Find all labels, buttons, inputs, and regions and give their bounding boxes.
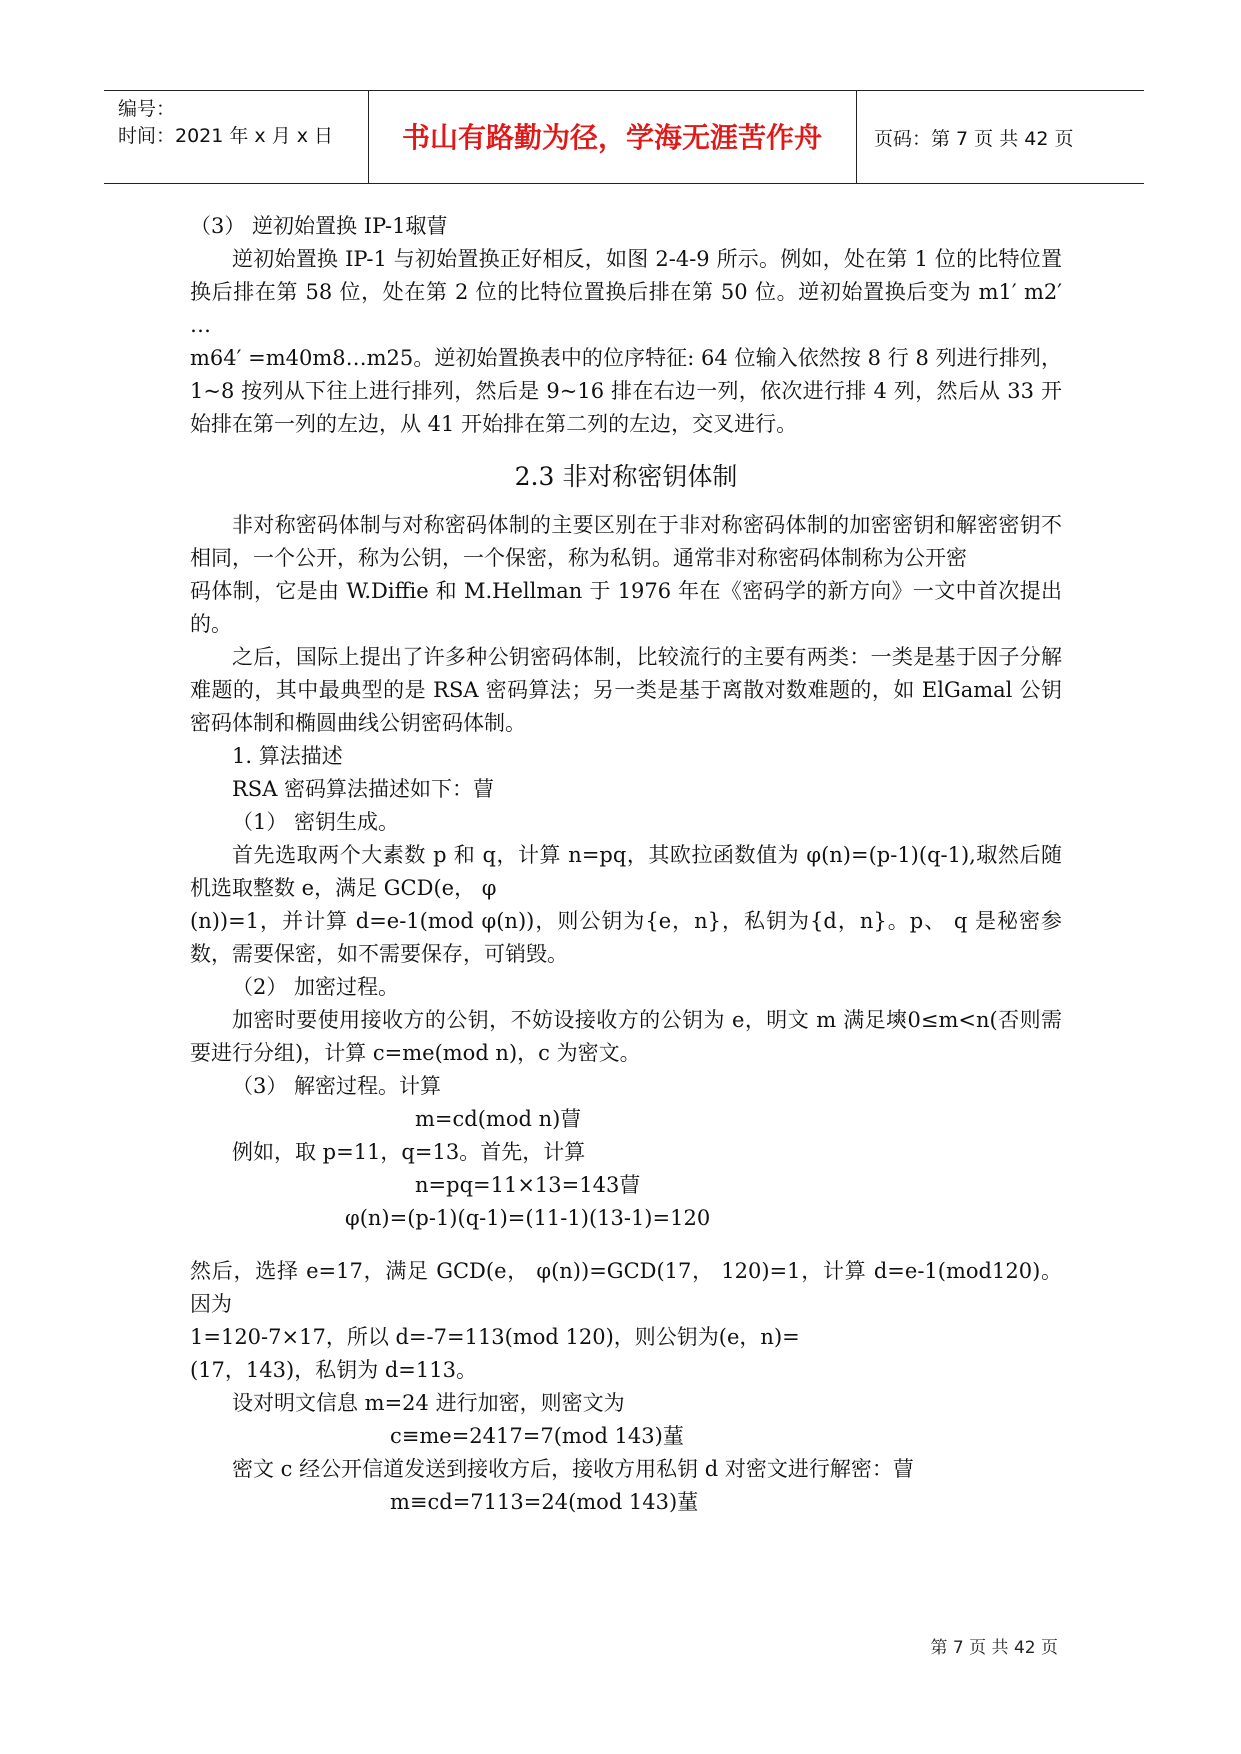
paragraph: 非对称密码体制与对称密码体制的主要区别在于非对称密码体制的加密密钥和解密密钥不相同，一个公开，称为公钥，一个保密，称为私钥。通常非对称密码体制称为公开密 (190, 513, 1062, 570)
page-footer: 第 7 页 共 42 页 (930, 1638, 1058, 1658)
paragraph: RSA 密码算法描述如下：萺 (232, 777, 495, 801)
paragraph: 设对明文信息 m=24 进行加密，则密文为 (232, 1391, 625, 1415)
header-page-cell (856, 91, 1144, 183)
paragraph: 例如，取 p=11，q=13。首先，计算 (232, 1140, 586, 1164)
paragraph: (n))=1，并计算 d=e-1(mod φ(n))，则公钥为{e，n}，私钥为{d，n}。p、 q 是秘密参数，需要保密，如不需要保存，可销毁。 (190, 909, 1062, 966)
paragraph: 码体制，它是由 W.Diffie 和 M.Hellman 于 1976 年在《密码学的新方向》一文中首次提出的。 (190, 579, 1062, 636)
paragraph: 首先选取两个大素数 p 和 q，计算 n=pq，其欧拉函数值为 φ(n)=(p-1)(q-1),琡然后随机选取整数 e，满足 GCD(e， φ (190, 843, 1062, 900)
paragraph: 逆初始置换 IP-1 与初始置换正好相反，如图 2-4-9 所示。例如，处在第 1 位的比特位置换后排在第 58 位，处在第 2 位的比特位置换后排在第 50 位。逆初始置换后变为 m1′ m2′ … (190, 247, 1062, 337)
equation: n=pq=11×13=143萺 (415, 1173, 641, 1197)
equation: m≡cd=7113=24(mod 143)蓳 (390, 1490, 699, 1514)
subheading: （1） 密钥生成。 (232, 810, 400, 834)
paragraph: m64′ =m40m8…m25。逆初始置换表中的位序特征: 64 位输入依然按 8 行 8 列进行排列，1~8 按列从下往上进行排列，然后是 9~16 排在右边一列，依次进行排 4 列，然后从 33 开始排在第一列的左边，从 41 开始排在第二列的左边，交叉进行。 (190, 346, 1062, 436)
paragraph: 密文 c 经公开信道发送到接收方后，接收方用私钥 d 对密文进行解密：萺 (232, 1457, 914, 1481)
subheading: 1. 算法描述 (232, 744, 343, 768)
paragraph: 1=120-7×17，所以 d=-7=113(mod 120)，则公钥为(e，n)= (190, 1325, 800, 1349)
page-code: 页码：第 7 页 共 42 页 (874, 128, 1074, 150)
time-label: 时间：2021 年 x 月 x 日 (118, 125, 334, 147)
number-label: 编号： (118, 98, 176, 120)
section-heading: 2.3 非对称密钥体制 (514, 462, 738, 491)
equation: c≡me=2417=7(mod 143)蓳 (390, 1424, 684, 1448)
section-title: （3） 逆初始置换 IP-1琡萺 (190, 214, 448, 238)
spacer (190, 1235, 1062, 1255)
paragraph: 然后，选择 e=17，满足 GCD(e， φ(n))=GCD(17， 120)=1，计算 d=e-1(mod120)。因为 (190, 1259, 1062, 1316)
header-info-cell (104, 91, 369, 183)
page-header (104, 90, 1144, 184)
paragraph: (17，143)，私钥为 d=113。 (190, 1358, 477, 1382)
paragraph: 加密时要使用接收方的公钥，不妨设接收方的公钥为 e，明文 m 满足塽0≤m<n(否则需要进行分组)，计算 c=me(mod n)，c 为密文。 (190, 1008, 1063, 1065)
motto-text: 书山有路勤为径，学海无涯苦作舟 (401, 121, 822, 154)
subheading: （3） 解密过程。计算 (232, 1074, 442, 1098)
subheading: （2） 加密过程。 (232, 975, 400, 999)
header-motto-cell (368, 91, 857, 183)
equation: m=cd(mod n)萺 (415, 1107, 582, 1131)
equation: φ(n)=(p-1)(q-1)=(11-1)(13-1)=120 (345, 1206, 711, 1230)
document-body (190, 210, 1062, 1519)
paragraph: 之后，国际上提出了许多种公钥密码体制，比较流行的主要有两类：一类是基于因子分解难题的，其中最典型的是 RSA 密码算法；另一类是基于离散对数难题的，如 ElGamal 公钥密码体制和椭圆曲线公钥密码体制。 (190, 645, 1062, 735)
